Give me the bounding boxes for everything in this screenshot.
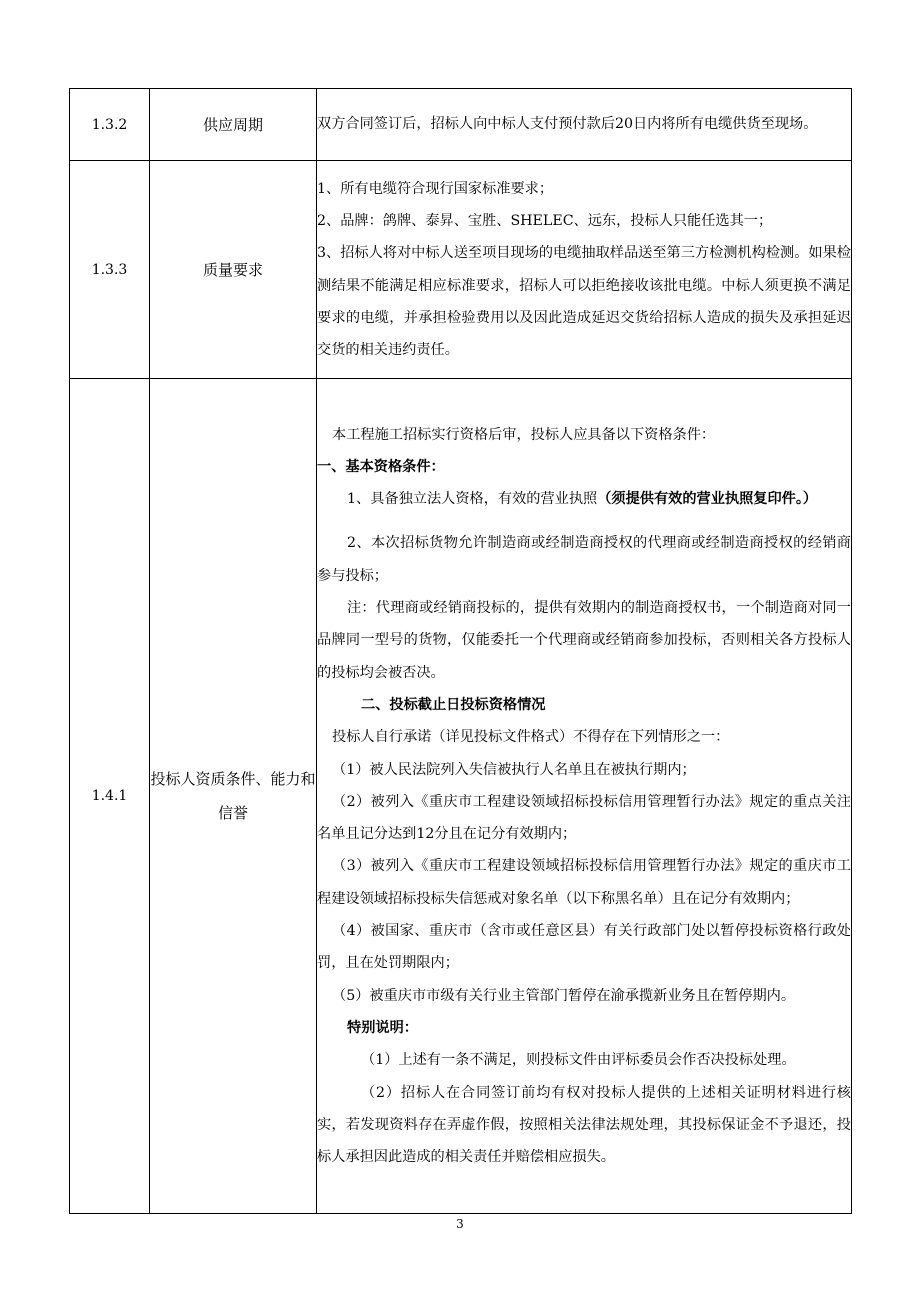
requirements-table (69, 88, 852, 1214)
paragraph: 投标人自行承诺（详见投标文件格式）不得存在下列情形之一： (332, 729, 730, 746)
paragraph (317, 483, 851, 515)
row-content (317, 161, 852, 379)
paragraph: 1、所有电缆符合现行国家标准要求； (317, 180, 554, 197)
list-item: （2）被列入《重庆市工程建设领域招标投标信用管理暂行办法》规定的重点关注名单且记分达到12分且在记分有效期内； (317, 793, 851, 843)
row-label: 投标人资质条件、能力和信誉 (150, 379, 317, 1214)
row-label: 质量要求 (150, 161, 317, 379)
paragraph: 3、招标人将对中标人送至项目现场的电缆抽取样品送至第三方检测机构检测。如果检测结果不能满足相应标准要求，招标人可以拒绝接收该批电缆。中标人须更换不满足要求的电缆，并承担检验费用以及因此造成延迟交货给招标人造成的损失及承担延迟交货的相关违约责任。 (317, 245, 851, 359)
row-number: 1.3.3 (70, 161, 150, 379)
row-label: 供应周期 (150, 89, 317, 161)
list-item: （5）被重庆市市级有关行业主管部门暂停在渝承揽新业务且在暂停期内。 (332, 987, 796, 1004)
paragraph: 2、本次招标货物允许制造商或经制造商授权的代理商或经制造商授权的经销商参与投标； (317, 535, 851, 584)
intro-text: 本工程施工招标实行资格后审，投标人应具备以下资格条件： (332, 426, 716, 443)
list-item: （1）被人民法院列入失信被执行人名单且在被执行期内； (332, 761, 696, 778)
list-item: （1）上述有一条不满足，则投标文件由评标委员会作否决投标处理。 (361, 1052, 796, 1069)
list-item: （4）被国家、重庆市（含市或任意区县）有关行政部门处以暂停投标资格行政处罚，且在处罚期限内； (317, 923, 851, 972)
note-text: 注：代理商或经销商投标的，提供有效期内的制造商授权书，一个制造商对同一品牌同一型号的货物，仅能委托一个代理商或经销商参加投标，否则相关各方投标人的投标均会被否决。 (317, 600, 851, 681)
row-content (317, 379, 852, 1214)
paragraph-text: 1、具备独立法人资格，有效的营业执照 (347, 491, 598, 508)
table-row (70, 161, 852, 379)
paragraph: 双方合同签订后，招标人向中标人支付预付款后20日内将所有电缆供货至现场。 (317, 116, 818, 133)
bold-note: （须提供有效的营业执照复印件。） (597, 491, 818, 508)
page-number: 3 (456, 1217, 464, 1231)
section-heading: 一、基本资格条件： (317, 458, 445, 475)
row-number: 1.3.2 (70, 89, 150, 161)
section-heading: 二、投标截止日投标资格情况 (361, 696, 546, 713)
list-item: （2）招标人在合同签订前均有权对投标人提供的上述相关证明材料进行核实，若发现资料存在弄虚作假，按照相关法律法规处理，其投标保证金不予退还，投标人承担因此造成的相关责任并赔偿相应损失。 (317, 1084, 851, 1166)
list-item: （3）被列入《重庆市工程建设领域招标投标信用管理暂行办法》规定的重庆市工程建设领域招标投标失信惩戒对象名单（以下称黑名单）且在记分有效期内； (317, 858, 851, 907)
table-row (70, 379, 852, 1214)
paragraph: 2、品牌：鸽牌、泰昇、宝胜、SHELEC、远东，投标人只能任选其一； (317, 212, 773, 229)
row-number: 1.4.1 (70, 379, 150, 1214)
row-content (317, 89, 852, 161)
section-heading: 特别说明： (347, 1019, 418, 1036)
table-row (70, 89, 852, 161)
